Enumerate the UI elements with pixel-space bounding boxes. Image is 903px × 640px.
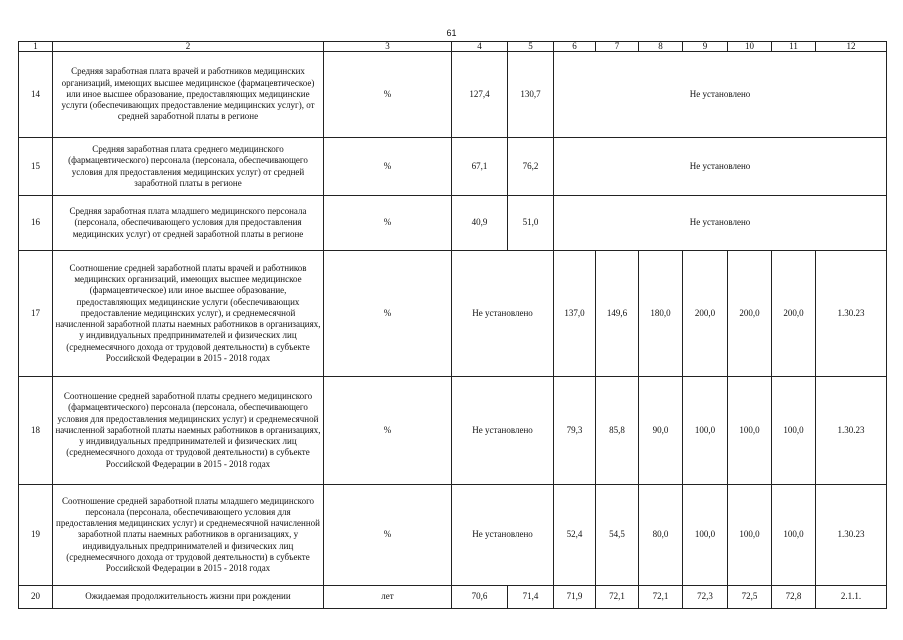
row-description: Соотношение средней заработной платы младшего медицинского персонала (персонала, обеспечивающего условия для предоставления медицинских услуг) и среднемесячной начисленной заработной платы наемных работников в организациях, у индивидуальных предпринимателей и физических лиц (среднемесячного дохода от трудовой деятельности) в субъекте Российской Федерации в 2015 - 2018 годах (53, 485, 324, 586)
cell-col11: 100,0 (772, 377, 816, 485)
cell-col9: 100,0 (683, 377, 728, 485)
cell-col9: 100,0 (683, 485, 728, 586)
merged-cell-not-set: Не установлено (452, 251, 554, 377)
cell-col6: 137,0 (554, 251, 596, 377)
row-number: 20 (19, 586, 53, 609)
column-header: 3 (324, 42, 452, 52)
row-number: 16 (19, 196, 53, 251)
table-row (19, 251, 887, 377)
column-header: 9 (683, 42, 728, 52)
merged-cell-not-set: Не установлено (452, 485, 554, 586)
cell-col11: 200,0 (772, 251, 816, 377)
row-number: 17 (19, 251, 53, 377)
merged-cell-not-set: Не установлено (452, 377, 554, 485)
cell-col10: 200,0 (728, 251, 772, 377)
row-unit: лет (324, 586, 452, 609)
cell-col4: 127,4 (452, 52, 508, 138)
row-description: Соотношение средней заработной платы врачей и работников медицинских организаций, имеющих высшее медицинское (фармацевтическое) или иное высшее образование, предоставляющих медицинские услуги (обеспечивающих предоставление медицинских услуг), и среднемесячной начисленной заработной платы наемных работников в организациях, у индивидуальных предпринимателей и физических лиц (среднемесячного дохода от трудовой деятельности) в субъекте Российской Федерации в 2015 - 2018 годах (53, 251, 324, 377)
row-unit: % (324, 485, 452, 586)
table-row (19, 586, 887, 609)
row-description: Средняя заработная плата среднего медицинского (фармацевтического) персонала (персонала, обеспечивающего условия для предоставления медицинских услуг) от средней заработной платы в регионе (53, 138, 324, 196)
column-number-header (19, 42, 887, 52)
row-description: Соотношение средней заработной платы среднего медицинского (фармацевтического) персонала (персонала, обеспечивающего условия для предоставления медицинских услуг) и среднемесячной начисленной заработной платы наемных работников в организациях, у индивидуальных предпринимателей и физических лиц (среднемесячного дохода от трудовой деятельности) в субъекте Российской Федерации в 2015 - 2018 годах (53, 377, 324, 485)
cell-ref: 1.30.23 (816, 251, 887, 377)
table-row (19, 138, 887, 196)
column-header: 8 (639, 42, 683, 52)
cell-col5: 130,7 (508, 52, 554, 138)
column-header: 5 (508, 42, 554, 52)
row-description: Средняя заработная плата младшего медицинского персонала (персонала, обеспечивающего условия для предоставления медицинских услуг) от средней заработной платы в регионе (53, 196, 324, 251)
cell-col7: 85,8 (596, 377, 639, 485)
row-number: 14 (19, 52, 53, 138)
cell-ref: 1.30.23 (816, 377, 887, 485)
table-row (19, 377, 887, 485)
cell-col11: 72,8 (772, 586, 816, 609)
cell-col5: 51,0 (508, 196, 554, 251)
column-header: 6 (554, 42, 596, 52)
cell-col7: 149,6 (596, 251, 639, 377)
cell-col7: 72,1 (596, 586, 639, 609)
cell-col4: 40,9 (452, 196, 508, 251)
cell-col6: 52,4 (554, 485, 596, 586)
cell-ref: 1.30.23 (816, 485, 887, 586)
cell-col8: 72,1 (639, 586, 683, 609)
row-unit: % (324, 251, 452, 377)
merged-cell-not-set: Не установлено (554, 52, 887, 138)
row-number: 18 (19, 377, 53, 485)
cell-col8: 180,0 (639, 251, 683, 377)
indicators-table (18, 41, 887, 609)
cell-ref: 2.1.1. (816, 586, 887, 609)
column-header: 11 (772, 42, 816, 52)
cell-col10: 100,0 (728, 485, 772, 586)
table-row (19, 196, 887, 251)
cell-col8: 80,0 (639, 485, 683, 586)
cell-col10: 72,5 (728, 586, 772, 609)
cell-col7: 54,5 (596, 485, 639, 586)
cell-col9: 200,0 (683, 251, 728, 377)
column-header: 4 (452, 42, 508, 52)
table-row (19, 485, 887, 586)
row-unit: % (324, 377, 452, 485)
cell-col4: 67,1 (452, 138, 508, 196)
cell-col5: 71,4 (508, 586, 554, 609)
merged-cell-not-set: Не установлено (554, 196, 887, 251)
column-header: 10 (728, 42, 772, 52)
cell-col10: 100,0 (728, 377, 772, 485)
row-unit: % (324, 138, 452, 196)
merged-cell-not-set: Не установлено (554, 138, 887, 196)
row-unit: % (324, 52, 452, 138)
cell-col8: 90,0 (639, 377, 683, 485)
table-row (19, 52, 887, 138)
row-number: 15 (19, 138, 53, 196)
cell-col6: 71,9 (554, 586, 596, 609)
cell-col9: 72,3 (683, 586, 728, 609)
cell-col5: 76,2 (508, 138, 554, 196)
cell-col11: 100,0 (772, 485, 816, 586)
row-description: Средняя заработная плата врачей и работников медицинских организаций, имеющих высшее медицинское (фармацевтическое) или иное высшее образование, предоставляющих медицинские услуги (обеспечивающих предоставление медицинских услуг), от средней заработной платы в регионе (53, 52, 324, 138)
cell-col6: 79,3 (554, 377, 596, 485)
column-header: 2 (53, 42, 324, 52)
page-number: 61 (446, 28, 457, 38)
column-header: 1 (19, 42, 53, 52)
column-header: 12 (816, 42, 887, 52)
row-number: 19 (19, 485, 53, 586)
row-description: Ожидаемая продолжительность жизни при рождении (53, 586, 324, 609)
cell-col4: 70,6 (452, 586, 508, 609)
row-unit: % (324, 196, 452, 251)
column-header: 7 (596, 42, 639, 52)
